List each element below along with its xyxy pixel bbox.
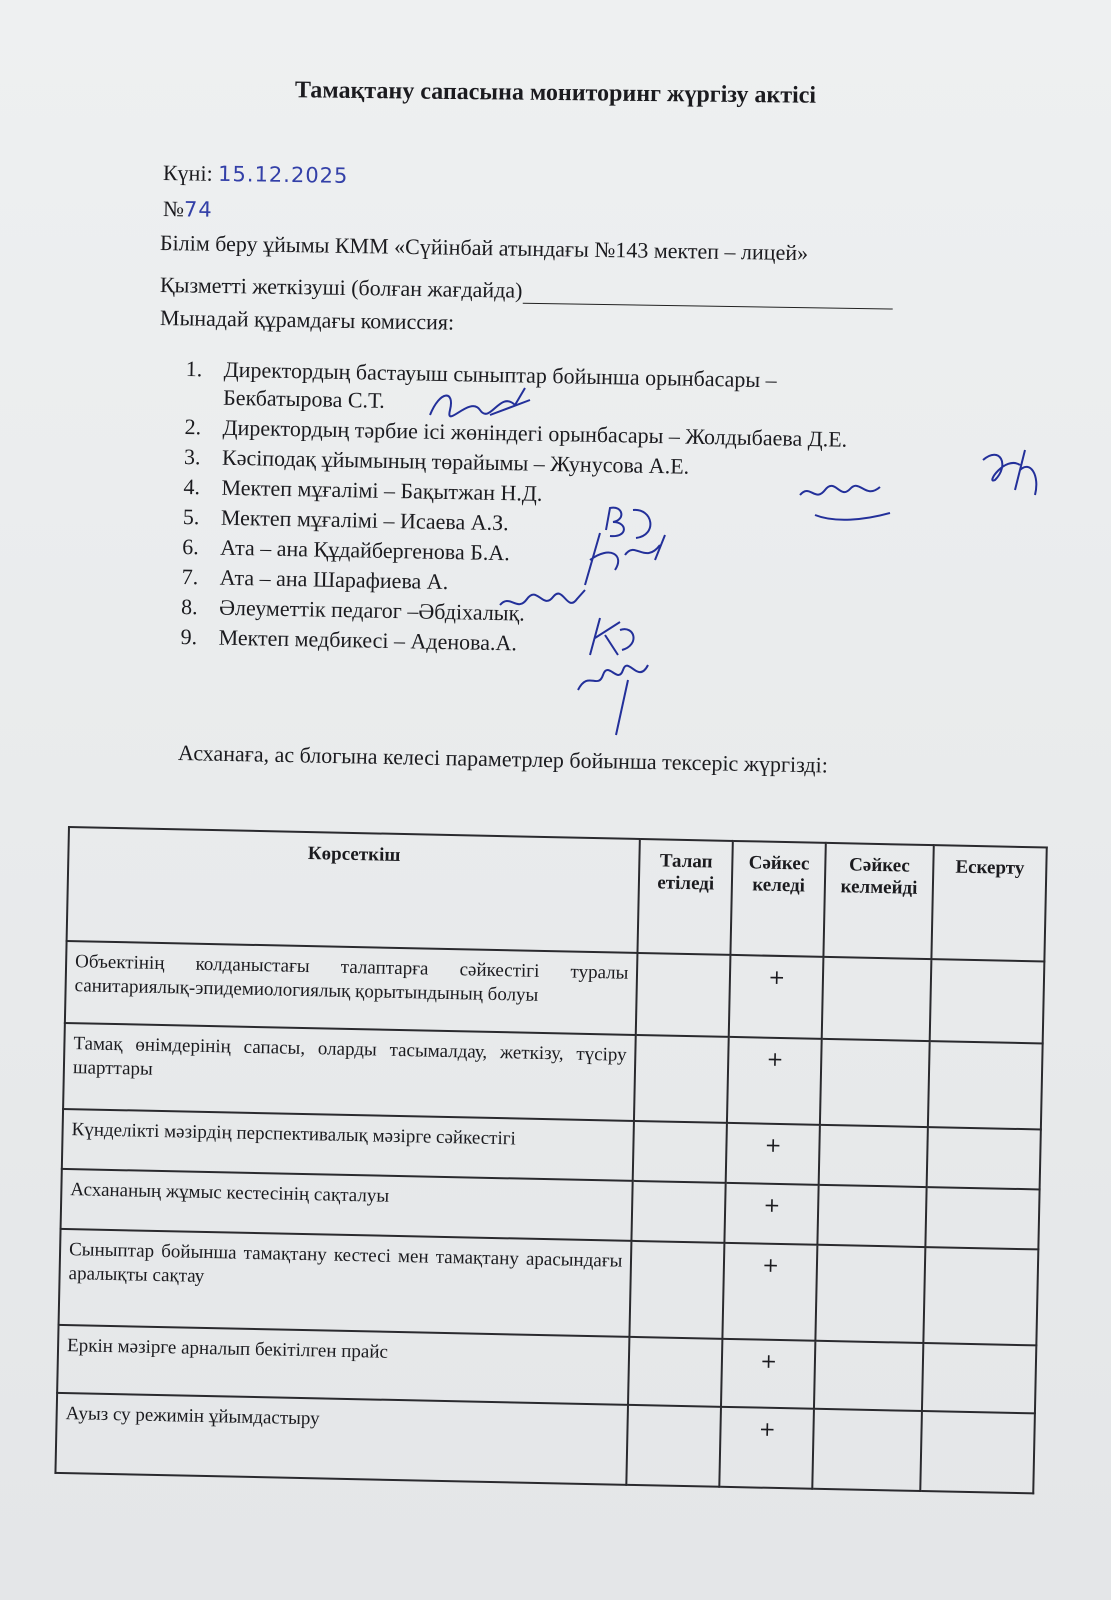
member-number: 1. [185, 355, 203, 382]
noncompliant-cell [819, 1125, 928, 1187]
noncompliant-cell [820, 1039, 930, 1127]
indicator-cell: Сыныптар бойынша тамақтану кестесі мен тамақтану арасындағы аралықты сақтау [59, 1229, 632, 1337]
supplier-label: Қызметті жеткізуші (болған жағдайда) [159, 272, 523, 303]
note-cell [925, 1187, 1039, 1249]
col-noncompliant: Сәйкес келмейді [824, 843, 934, 959]
compliant-cell: + [721, 1339, 815, 1409]
compliant-cell: + [727, 1037, 822, 1125]
required-cell [633, 1121, 727, 1183]
member-number: 2. [184, 413, 202, 440]
member-text: Мектеп мұғалімі – Бақытжан Н.Д. [221, 474, 543, 506]
member-text-cont: Бекбатырова С.Т. [222, 384, 386, 413]
organization-line: Білім беру ұйымы КММ «Сүйінбай атындағы №143 мектеп – лицей» [159, 230, 809, 266]
indicator-cell: Еркін мәзірге арналып бекітілген прайс [57, 1325, 630, 1405]
compliant-cell: + [720, 1407, 815, 1489]
col-note: Ескерту [932, 845, 1047, 961]
col-compliant: Сәйкес келеді [731, 841, 826, 957]
indicator-cell: Ауыз су режимін ұйымдастыру [55, 1393, 628, 1485]
note-cell [923, 1247, 1038, 1345]
noncompliant-cell [812, 1409, 922, 1491]
signature-8 [568, 650, 658, 740]
member-text: Директордың тәрбие ісі жөніндегі орынбасары – Жолдыбаева Д.Е. [222, 414, 848, 452]
date-value: 15.12.2025 [217, 161, 349, 188]
noncompliant-cell [818, 1185, 927, 1247]
number-label: № [162, 196, 185, 222]
noncompliant-cell [822, 957, 932, 1041]
signature-3 [795, 475, 905, 525]
required-cell [636, 953, 731, 1037]
compliant-cell: + [723, 1243, 818, 1341]
supplier-blank [522, 283, 892, 310]
note-cell [920, 1411, 1035, 1493]
date-label: Күні: [162, 160, 213, 186]
inspection-intro: Асханаға, ас блогына келесі параметрлер бойынша тексеріс жүргізді: [177, 740, 829, 778]
indicator-cell: Күнделікті мәзірдің перспективалық мәзірге сәйкестігі [62, 1109, 634, 1181]
member-text: Әлеуметтік педагог –Әбдіхалық. [218, 594, 526, 626]
member-text: Кәсіподақ ұйымының төрайымы – Жунусова А.Е. [221, 444, 690, 479]
col-indicator: Көрсеткіш [67, 827, 641, 953]
compliant-cell: + [729, 955, 824, 1039]
member-number: 4. [183, 473, 201, 500]
signature-2 [975, 440, 1055, 510]
member-text: Директордың бастауыш сыныптар бойынша орынбасары – [223, 356, 777, 393]
signature-1 [420, 380, 540, 430]
member-number: 6. [182, 533, 200, 560]
required-cell [627, 1405, 722, 1487]
required-cell [632, 1181, 726, 1243]
table-header-row [67, 827, 1047, 961]
compliant-cell: + [726, 1123, 820, 1185]
indicator-cell: Объектінің колданыстағы талаптарға сәйкестігі туралы санитариялық-эпидемиологиялық қорытындының болуы [65, 941, 638, 1035]
member-number: 5. [182, 503, 200, 530]
note-cell [930, 959, 1045, 1043]
member-number: 8. [180, 593, 198, 620]
note-cell [922, 1343, 1036, 1413]
member-text: Ата – ана Құдайбергенова Б.А. [220, 534, 510, 566]
commission-line: Мынадай құрамдағы комиссия: [159, 305, 455, 335]
required-cell [634, 1035, 729, 1123]
noncompliant-cell [816, 1245, 926, 1343]
inspection-table [54, 826, 1047, 1494]
member-text: Ата – ана Шарафиева А. [219, 564, 449, 595]
indicator-cell: Асхананың жұмыс кестесінің сақталуы [61, 1169, 633, 1241]
member-number: 7. [181, 563, 199, 590]
number-line [163, 196, 213, 223]
note-cell [927, 1127, 1041, 1189]
note-cell [928, 1041, 1043, 1129]
document-title: Тамақтану сапасына мониторинг жүргізу актісі [294, 77, 817, 109]
compliant-cell: + [725, 1183, 819, 1245]
member-text: Мектеп мұғалімі – Исаева А.З. [220, 504, 509, 536]
member-number: 9. [180, 623, 198, 650]
supplier-line [160, 272, 893, 310]
number-value: 74 [183, 197, 213, 222]
col-required: Талап етіледі [638, 839, 733, 955]
noncompliant-cell [814, 1341, 923, 1411]
required-cell [628, 1337, 722, 1407]
member-text: Мектеп медбикесі – Аденова.А. [218, 624, 518, 656]
date-line [163, 160, 349, 189]
member-number: 3. [183, 443, 201, 470]
indicator-cell: Тамақ өнімдерінің сапасы, оларды тасымалдау, жеткізу, түсіру шарттары [63, 1023, 636, 1121]
required-cell [630, 1241, 725, 1339]
